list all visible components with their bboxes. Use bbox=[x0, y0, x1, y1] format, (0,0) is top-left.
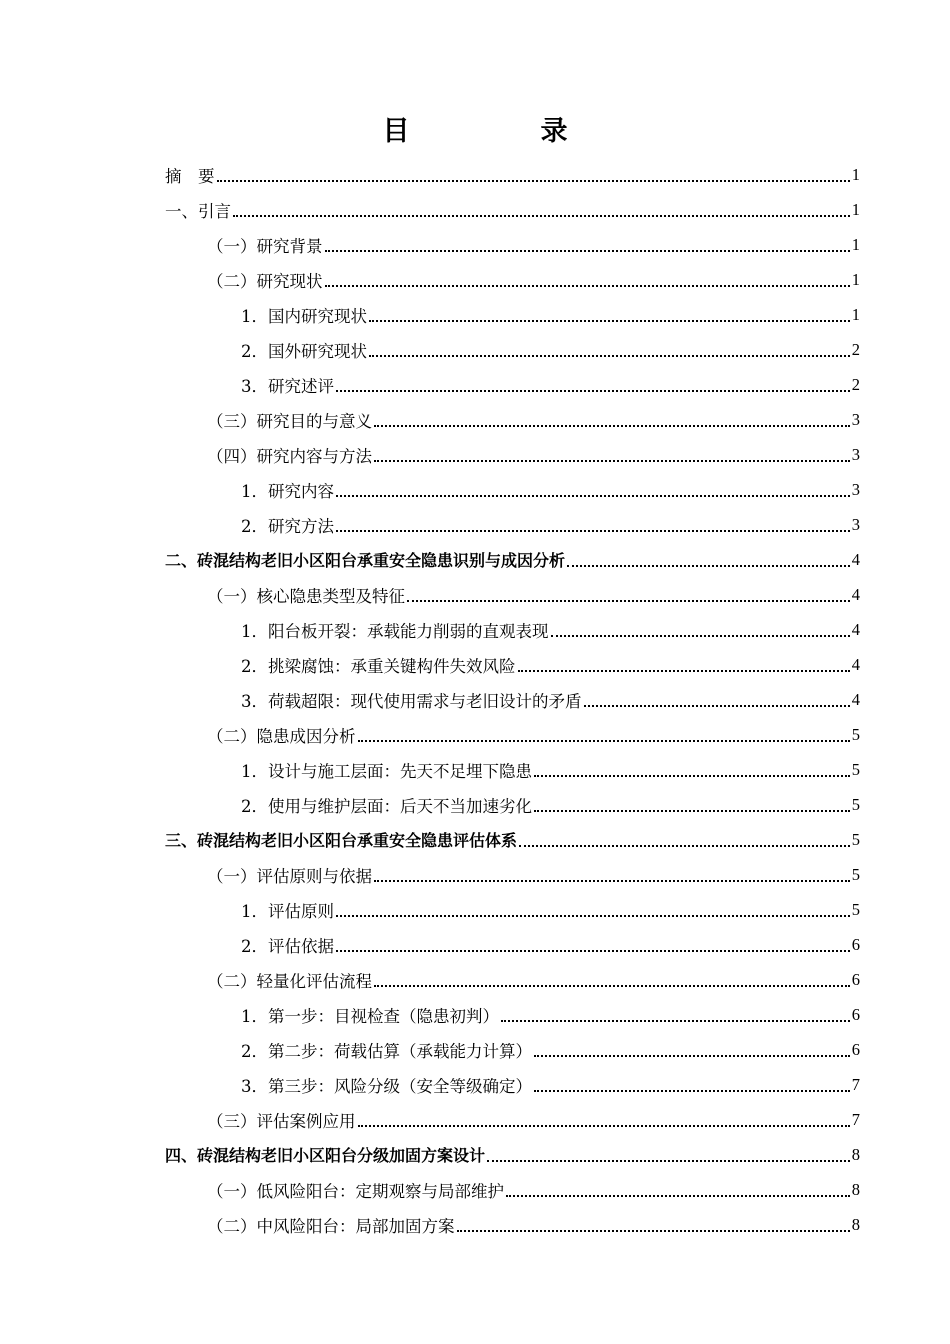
toc-entry-page-number: 6 bbox=[851, 969, 860, 989]
toc-entry-label: 1．评估原则 bbox=[241, 901, 334, 921]
toc-entry-page-number: 6 bbox=[851, 1039, 860, 1059]
table-of-contents bbox=[165, 157, 860, 1242]
dot-leader bbox=[369, 355, 850, 357]
toc-entry-label: （二）研究现状 bbox=[207, 271, 323, 291]
toc-entry[interactable] bbox=[165, 717, 860, 752]
dot-leader bbox=[534, 775, 850, 777]
toc-entry-label: 1．设计与施工层面：先天不足埋下隐患 bbox=[241, 761, 532, 781]
dot-leader bbox=[217, 180, 850, 182]
toc-entry-page-number: 3 bbox=[851, 479, 860, 499]
toc-entry[interactable] bbox=[165, 192, 860, 227]
toc-entry[interactable] bbox=[165, 297, 860, 332]
toc-entry-page-number: 5 bbox=[851, 759, 860, 779]
toc-entry-label: 3．荷载超限：现代使用需求与老旧设计的矛盾 bbox=[241, 691, 582, 711]
dot-leader bbox=[457, 1230, 850, 1232]
toc-title: 目 录 bbox=[382, 116, 620, 147]
toc-entry-page-number: 8 bbox=[851, 1179, 860, 1199]
toc-entry-page-number: 7 bbox=[851, 1074, 860, 1094]
toc-entry[interactable] bbox=[165, 227, 860, 262]
dot-leader bbox=[336, 915, 850, 917]
toc-entry-label: 一、引言 bbox=[165, 201, 231, 221]
toc-entry-label: 3．第三步：风险分级（安全等级确定） bbox=[241, 1076, 532, 1096]
toc-entry-label: 二、砖混结构老旧小区阳台承重安全隐患识别与成因分析 bbox=[165, 551, 566, 570]
dot-leader bbox=[374, 460, 850, 462]
toc-entry-label: 四、砖混结构老旧小区阳台分级加固方案设计 bbox=[165, 1146, 486, 1165]
toc-entry[interactable] bbox=[165, 1137, 860, 1172]
toc-entry-page-number: 2 bbox=[851, 339, 860, 359]
toc-entry[interactable] bbox=[165, 822, 860, 857]
dot-leader bbox=[584, 705, 850, 707]
dot-leader bbox=[336, 495, 850, 497]
dot-leader bbox=[567, 565, 850, 567]
dot-leader bbox=[534, 1055, 850, 1057]
dot-leader bbox=[506, 1195, 850, 1197]
dot-leader bbox=[233, 215, 850, 217]
toc-entry[interactable] bbox=[165, 402, 860, 437]
toc-entry-page-number: 5 bbox=[851, 899, 860, 919]
toc-entry[interactable] bbox=[165, 927, 860, 962]
toc-entry[interactable] bbox=[165, 367, 860, 402]
toc-entry-page-number: 2 bbox=[851, 374, 860, 394]
toc-entry-page-number: 6 bbox=[851, 934, 860, 954]
toc-entry-label: 1．第一步：目视检查（隐患初判） bbox=[241, 1006, 499, 1026]
toc-entry-label: 三、砖混结构老旧小区阳台承重安全隐患评估体系 bbox=[165, 831, 518, 850]
toc-entry[interactable] bbox=[165, 1172, 860, 1207]
toc-entry[interactable] bbox=[165, 542, 860, 577]
dot-leader bbox=[551, 635, 850, 637]
dot-leader bbox=[358, 1125, 850, 1127]
toc-entry[interactable] bbox=[165, 752, 860, 787]
toc-entry-page-number: 3 bbox=[851, 409, 860, 429]
toc-entry-label: （二）隐患成因分析 bbox=[207, 726, 356, 746]
toc-entry-page-number: 1 bbox=[851, 269, 860, 289]
toc-entry[interactable] bbox=[165, 892, 860, 927]
toc-entry-label: （一）评估原则与依据 bbox=[207, 866, 372, 886]
toc-entry[interactable] bbox=[165, 962, 860, 997]
toc-entry-page-number: 4 bbox=[851, 549, 860, 569]
toc-entry-page-number: 4 bbox=[851, 584, 860, 604]
dot-leader bbox=[374, 425, 850, 427]
toc-entry-page-number: 5 bbox=[851, 794, 860, 814]
toc-entry-label: 2．第二步：荷载估算（承载能力计算） bbox=[241, 1041, 532, 1061]
toc-entry-page-number: 3 bbox=[851, 444, 860, 464]
dot-leader bbox=[358, 740, 850, 742]
toc-entry[interactable] bbox=[165, 682, 860, 717]
toc-entry[interactable] bbox=[165, 1207, 860, 1242]
dot-leader bbox=[369, 320, 850, 322]
dot-leader bbox=[336, 950, 850, 952]
dot-leader bbox=[374, 985, 850, 987]
toc-entry[interactable] bbox=[165, 577, 860, 612]
toc-entry[interactable] bbox=[165, 857, 860, 892]
dot-leader bbox=[534, 810, 850, 812]
dot-leader bbox=[325, 250, 850, 252]
toc-entry-label: （一）核心隐患类型及特征 bbox=[207, 586, 405, 606]
toc-entry[interactable] bbox=[165, 437, 860, 472]
toc-entry-label: 1．阳台板开裂：承载能力削弱的直观表现 bbox=[241, 621, 549, 641]
toc-entry-page-number: 4 bbox=[851, 689, 860, 709]
toc-entry-page-number: 6 bbox=[851, 1004, 860, 1024]
dot-leader bbox=[325, 285, 850, 287]
toc-entry-page-number: 4 bbox=[851, 654, 860, 674]
dot-leader bbox=[336, 390, 850, 392]
dot-leader bbox=[487, 1160, 850, 1162]
toc-entry-label: （一）研究背景 bbox=[207, 236, 323, 256]
toc-entry[interactable] bbox=[165, 507, 860, 542]
toc-entry[interactable] bbox=[165, 332, 860, 367]
dot-leader bbox=[519, 845, 850, 847]
toc-entry-label: 摘 要 bbox=[165, 166, 215, 186]
toc-entry-page-number: 5 bbox=[851, 864, 860, 884]
dot-leader bbox=[518, 670, 850, 672]
dot-leader bbox=[501, 1020, 850, 1022]
toc-entry[interactable] bbox=[165, 1102, 860, 1137]
toc-entry-page-number: 1 bbox=[851, 164, 860, 184]
toc-entry-label: 3．研究述评 bbox=[241, 376, 334, 396]
toc-entry-label: （三）评估案例应用 bbox=[207, 1111, 356, 1131]
toc-entry-label: （二）中风险阳台：局部加固方案 bbox=[207, 1216, 455, 1236]
toc-entry-page-number: 1 bbox=[851, 234, 860, 254]
toc-entry-page-number: 5 bbox=[851, 829, 860, 849]
dot-leader bbox=[374, 880, 850, 882]
toc-entry[interactable] bbox=[165, 262, 860, 297]
toc-entry[interactable] bbox=[165, 1032, 860, 1067]
toc-entry-page-number: 5 bbox=[851, 724, 860, 744]
toc-entry-page-number: 3 bbox=[851, 514, 860, 534]
toc-entry-label: 2．国外研究现状 bbox=[241, 341, 367, 361]
toc-entry-page-number: 1 bbox=[851, 199, 860, 219]
toc-entry-page-number: 7 bbox=[851, 1109, 860, 1129]
dot-leader bbox=[336, 530, 850, 532]
toc-entry-page-number: 8 bbox=[851, 1144, 860, 1164]
toc-entry-label: 1．国内研究现状 bbox=[241, 306, 367, 326]
toc-entry-label: 2．挑梁腐蚀：承重关键构件失效风险 bbox=[241, 656, 516, 676]
toc-entry[interactable] bbox=[165, 612, 860, 647]
toc-entry-label: （四）研究内容与方法 bbox=[207, 446, 372, 466]
toc-entry-label: （二）轻量化评估流程 bbox=[207, 971, 372, 991]
toc-entry[interactable] bbox=[165, 997, 860, 1032]
toc-entry-page-number: 1 bbox=[851, 304, 860, 324]
toc-entry[interactable] bbox=[165, 157, 860, 192]
toc-entry[interactable] bbox=[165, 472, 860, 507]
toc-entry-label: 1．研究内容 bbox=[241, 481, 334, 501]
toc-entry-label: 2．评估依据 bbox=[241, 936, 334, 956]
dot-leader bbox=[534, 1090, 850, 1092]
toc-entry-page-number: 8 bbox=[851, 1214, 860, 1234]
toc-entry[interactable] bbox=[165, 1067, 860, 1102]
toc-entry-label: （一）低风险阳台：定期观察与局部维护 bbox=[207, 1181, 504, 1201]
toc-entry-label: 2．研究方法 bbox=[241, 516, 334, 536]
toc-entry-page-number: 4 bbox=[851, 619, 860, 639]
dot-leader bbox=[407, 600, 850, 602]
toc-entry-label: 2．使用与维护层面：后天不当加速劣化 bbox=[241, 796, 532, 816]
toc-entry[interactable] bbox=[165, 787, 860, 822]
toc-entry[interactable] bbox=[165, 647, 860, 682]
toc-entry-label: （三）研究目的与意义 bbox=[207, 411, 372, 431]
